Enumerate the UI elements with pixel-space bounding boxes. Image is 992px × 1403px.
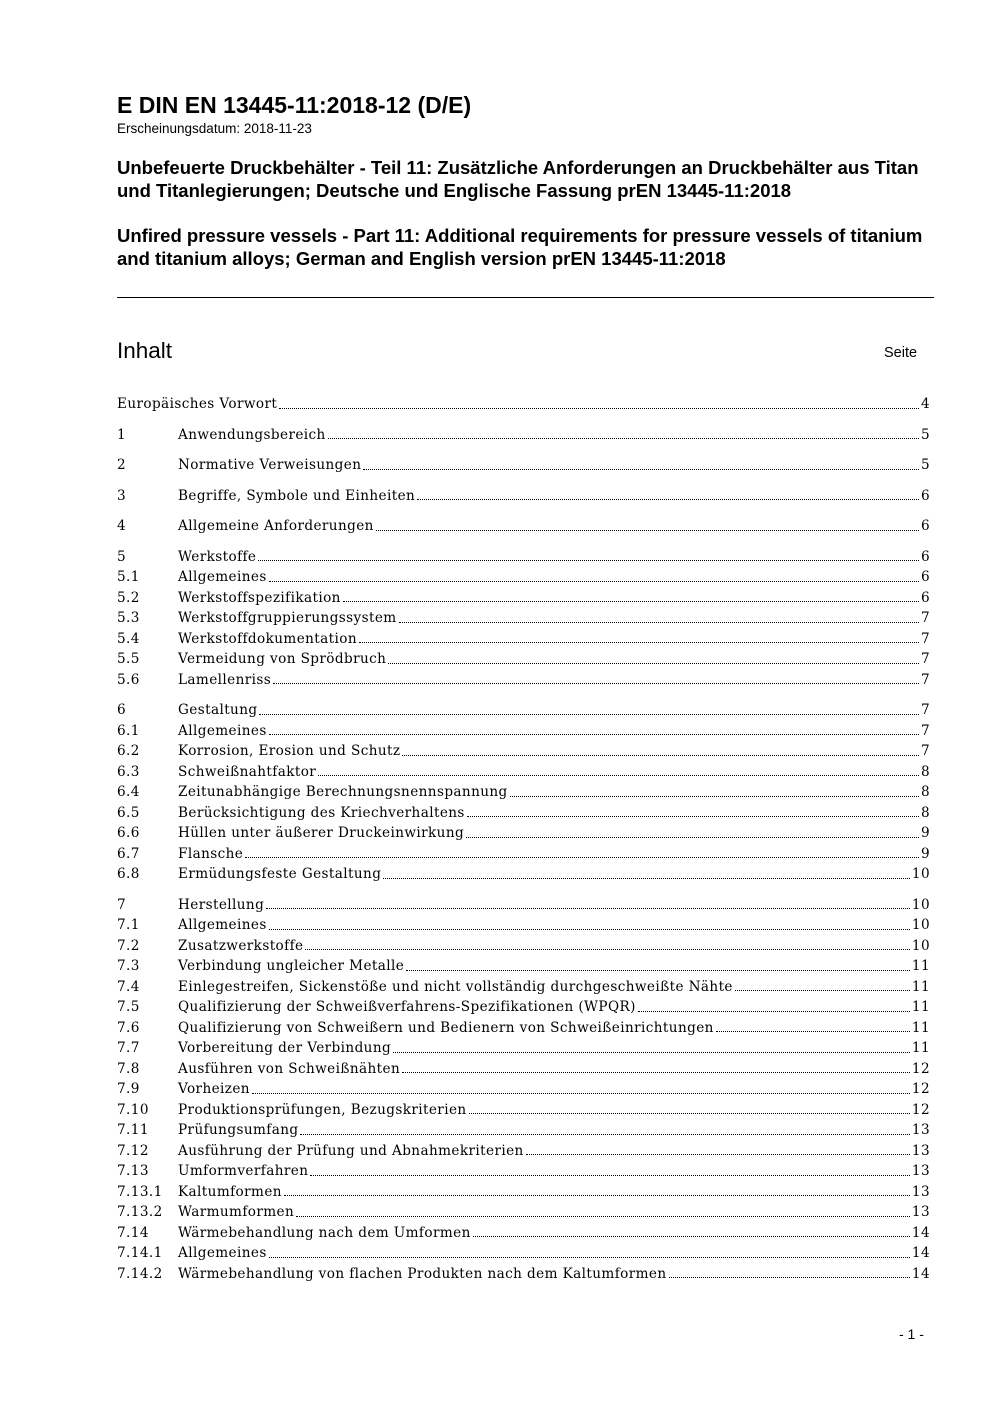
- toc-entry-page: 11: [911, 999, 930, 1015]
- toc-entry-page: 13: [911, 1122, 930, 1138]
- toc-dot-leader: [467, 816, 919, 817]
- toc-entry[interactable]: [117, 1038, 930, 1059]
- toc-entry[interactable]: [117, 588, 930, 609]
- toc-dot-leader: [259, 714, 918, 715]
- toc-entry-label: Schweißnahtfaktor: [178, 763, 317, 780]
- toc-entry-label: Zeitunabhängige Berechnungsnennspannung: [178, 784, 508, 800]
- header-divider: [117, 297, 934, 298]
- toc-dot-leader: [284, 1195, 910, 1196]
- toc-entry-number: 7.14.2: [117, 1265, 163, 1282]
- toc-entry-page: 7: [920, 722, 930, 739]
- toc-entry-page: 12: [911, 1081, 930, 1097]
- toc-entry-page: 9: [920, 825, 930, 841]
- toc-entry-number: 6.8: [117, 866, 140, 882]
- toc-entry-page: 7: [920, 630, 930, 647]
- toc-dot-leader: [258, 560, 919, 561]
- toc-entry-page: 10: [911, 917, 930, 933]
- toc-entry[interactable]: [117, 741, 930, 762]
- toc-dot-leader: [343, 601, 919, 602]
- toc-entry-label: Warmumformen: [178, 1204, 295, 1220]
- toc-entry-label: Verbindung ungleicher Metalle: [178, 958, 405, 974]
- toc-entry[interactable]: [117, 864, 930, 885]
- toc-entry[interactable]: [117, 486, 930, 507]
- toc-entry-page: 8: [920, 784, 930, 800]
- toc-entry-label: Wärmebehandlung von flachen Produkten nach dem Kaltumformen: [178, 1265, 667, 1282]
- toc-entry-label: Allgemeines: [178, 917, 267, 933]
- toc-entry-number: 5.4: [117, 630, 140, 647]
- page-number: - 1 -: [899, 1326, 924, 1342]
- toc-dot-leader: [469, 1113, 910, 1114]
- toc-entry-label: Flansche: [178, 845, 244, 862]
- toc-entry-number: 7.8: [117, 1060, 140, 1077]
- toc-entry-number: 7.14.1: [117, 1245, 163, 1261]
- toc-dot-leader: [296, 1216, 910, 1217]
- toc-dot-leader: [269, 1257, 910, 1258]
- toc-entry-number: 5.2: [117, 589, 140, 606]
- toc-entry[interactable]: [117, 1223, 930, 1244]
- toc-entry-label: Begriffe, Symbole und Einheiten: [178, 487, 416, 504]
- toc-entry[interactable]: [117, 455, 930, 476]
- toc-entry-label: Europäisches Vorwort: [117, 396, 278, 412]
- toc-entry-number: 7.1: [117, 917, 140, 933]
- toc-entry[interactable]: [117, 1100, 930, 1121]
- toc-entry-number: 6.2: [117, 743, 140, 759]
- toc-entry-number: 7.6: [117, 1019, 140, 1036]
- toc-entry-page: 14: [911, 1245, 930, 1261]
- toc-entry-page: 10: [911, 896, 930, 913]
- toc-entry[interactable]: [117, 803, 930, 824]
- document-header: [117, 91, 934, 270]
- toc-entry-page: 6: [920, 569, 930, 585]
- toc-entry-label: Einlegestreifen, Sickenstöße und nicht vollständig durchgeschweißte Nähte: [178, 978, 733, 995]
- toc-dot-leader: [245, 857, 919, 858]
- toc-dot-leader: [328, 438, 919, 439]
- toc-entry[interactable]: [117, 1141, 930, 1162]
- toc-entry-page: 10: [911, 937, 930, 954]
- toc-entry-page: 11: [911, 1019, 930, 1036]
- toc-entry[interactable]: [117, 1243, 930, 1264]
- toc-entry-page: 6: [920, 487, 930, 504]
- toc-entry-label: Allgemeines: [178, 1245, 267, 1261]
- toc-entry-page: 6: [920, 589, 930, 606]
- toc-entry-label: Normative Verweisungen: [178, 457, 362, 473]
- toc-entry[interactable]: [117, 977, 930, 998]
- toc-entry-number: 6.6: [117, 825, 140, 841]
- toc-entry-label: Werkstoffdokumentation: [178, 630, 358, 647]
- toc-dot-leader: [510, 796, 919, 797]
- toc-entry[interactable]: [117, 762, 930, 783]
- toc-dot-leader: [310, 1175, 910, 1176]
- toc-dot-leader: [393, 1052, 910, 1053]
- toc-entry-page: 7: [920, 651, 930, 667]
- toc-dot-leader: [473, 1236, 910, 1237]
- toc-entry-number: 5.1: [117, 569, 140, 585]
- toc-entry-label: Werkstoffspezifikation: [178, 589, 341, 606]
- toc-entry-number: 5.3: [117, 610, 140, 626]
- toc-entry[interactable]: [117, 608, 930, 629]
- toc-entry[interactable]: [117, 936, 930, 957]
- toc-entry-number: 5.6: [117, 671, 140, 688]
- toc-entry-page: 4: [920, 396, 930, 412]
- toc-entry[interactable]: [117, 823, 930, 844]
- toc-entry[interactable]: [117, 721, 930, 742]
- toc-entry-page: 9: [920, 845, 930, 862]
- toc-entry-label: Hüllen unter äußerer Druckeinwirkung: [178, 825, 465, 841]
- toc-entry-number: 5: [117, 548, 127, 565]
- toc-entry-label: Zusatzwerkstoffe: [178, 937, 304, 954]
- toc-entry-label: Anwendungsbereich: [178, 426, 326, 443]
- toc-entry-label: Vorheizen: [178, 1081, 250, 1097]
- toc-entry-page: 13: [911, 1204, 930, 1220]
- toc-dot-leader: [638, 1011, 910, 1012]
- contents-heading: Inhalt: [117, 338, 173, 363]
- toc-entry[interactable]: [117, 1182, 930, 1203]
- toc-entry-label: Umformverfahren: [178, 1163, 309, 1179]
- toc-entry-label: Allgemeines: [178, 722, 267, 739]
- toc-dot-leader: [383, 878, 910, 879]
- toc-entry-page: 11: [911, 1040, 930, 1056]
- toc-entry-label: Vermeidung von Sprödbruch: [178, 651, 387, 667]
- toc-entry-page: 7: [920, 702, 930, 718]
- toc-dot-leader: [266, 908, 910, 909]
- toc-entry[interactable]: [117, 844, 930, 865]
- toc-entry-label: Ausführung der Prüfung und Abnahmekriterien: [178, 1142, 524, 1159]
- toc-entry-label: Ausführen von Schweißnähten: [178, 1060, 401, 1077]
- toc-dot-leader: [269, 929, 910, 930]
- toc-entry-page: 6: [920, 548, 930, 565]
- toc-dot-leader: [402, 755, 918, 756]
- toc-entry-page: 5: [920, 457, 930, 473]
- toc-entry-page: 12: [911, 1060, 930, 1077]
- toc-entry-number: 6.1: [117, 722, 140, 739]
- toc-entry[interactable]: [117, 1264, 930, 1285]
- toc-dot-leader: [402, 1072, 910, 1073]
- toc-dot-leader: [399, 622, 919, 623]
- toc-entry[interactable]: [117, 956, 930, 977]
- toc-entry-number: 6: [117, 702, 127, 718]
- toc-entry-page: 13: [911, 1163, 930, 1179]
- toc-entry-label: Gestaltung: [178, 702, 258, 718]
- toc-entry-page: 7: [920, 743, 930, 759]
- toc-dot-leader: [318, 775, 919, 776]
- toc-entry-label: Werkstoffe: [178, 548, 257, 565]
- toc-entry-label: Prüfungsumfang: [178, 1122, 299, 1138]
- toc-dot-leader: [376, 530, 919, 531]
- toc-dot-leader: [388, 663, 919, 664]
- toc-entry-number: 6.5: [117, 804, 140, 821]
- toc-entry[interactable]: [117, 567, 930, 588]
- toc-entry[interactable]: [117, 629, 930, 650]
- toc-entry-number: 7.13.1: [117, 1183, 163, 1200]
- toc-entry-page: 7: [920, 610, 930, 626]
- toc-dot-leader: [735, 990, 910, 991]
- toc-entry-number: 7.14: [117, 1224, 149, 1241]
- title-german: Unbefeuerte Druckbehälter - Teil 11: Zusätzliche Anforderungen an Druckbehälter aus Titan und Titanlegierungen; Deutsche und Englische Fassung prEN 13445-11:2018: [117, 157, 919, 201]
- toc-dot-leader: [417, 499, 919, 500]
- toc-entry-number: 6.4: [117, 784, 140, 800]
- toc-entry-page: 14: [911, 1265, 930, 1282]
- toc-entry-label: Herstellung: [178, 896, 265, 913]
- toc-entry[interactable]: [117, 547, 930, 568]
- toc-entry-page: 7: [920, 671, 930, 688]
- toc-entry[interactable]: [117, 1059, 930, 1080]
- toc-entry-page: 6: [920, 518, 930, 534]
- toc-dot-leader: [406, 970, 910, 971]
- toc-entry-label: Allgemeine Anforderungen: [178, 518, 374, 534]
- toc-entry-page: 11: [911, 958, 930, 974]
- table-of-contents: [117, 394, 930, 1284]
- toc-entry[interactable]: [117, 670, 930, 691]
- toc-dot-leader: [305, 949, 909, 950]
- toc-entry[interactable]: [117, 782, 930, 803]
- toc-entry-label: Korrosion, Erosion und Schutz: [178, 743, 401, 759]
- toc-entry[interactable]: [117, 1018, 930, 1039]
- toc-entry-label: Vorbereitung der Verbindung: [178, 1040, 392, 1056]
- toc-dot-leader: [279, 408, 919, 409]
- toc-entry[interactable]: [117, 394, 930, 415]
- publication-date: Erscheinungsdatum: 2018-11-23: [117, 121, 312, 136]
- toc-entry-number: 6.7: [117, 845, 140, 862]
- page-column-label: Seite: [884, 345, 918, 361]
- toc-entry-label: Allgemeines: [178, 569, 267, 585]
- document-id: E DIN EN 13445-11:2018-12 (D/E): [117, 92, 472, 118]
- toc-entry-page: 8: [920, 804, 930, 821]
- toc-entry-number: 7.12: [117, 1142, 149, 1159]
- toc-entry[interactable]: [117, 649, 930, 670]
- toc-dot-leader: [300, 1134, 909, 1135]
- toc-entry-page: 13: [911, 1183, 930, 1200]
- toc-entry-number: 3: [117, 487, 127, 504]
- title-english: Unfired pressure vessels - Part 11: Additional requirements for pressure vessels of titanium and titanium alloys; German and English version prEN 13445-11:2018: [117, 225, 923, 269]
- toc-entry-number: 7.4: [117, 978, 140, 995]
- toc-dot-leader: [269, 734, 919, 735]
- toc-entry-page: 10: [911, 866, 930, 882]
- toc-entry-number: 4: [117, 518, 127, 534]
- toc-entry[interactable]: [117, 915, 930, 936]
- toc-entry-number: 1: [117, 426, 127, 443]
- toc-entry-label: Lamellenriss: [178, 671, 272, 688]
- toc-entry-page: 5: [920, 426, 930, 443]
- toc-entry-page: 14: [911, 1224, 930, 1241]
- toc-entry-number: 6.3: [117, 763, 140, 780]
- toc-entry-number: 7: [117, 896, 127, 913]
- toc-entry[interactable]: [117, 1120, 930, 1141]
- toc-dot-leader: [363, 469, 919, 470]
- toc-entry[interactable]: [117, 1079, 930, 1100]
- toc-entry-number: 7.7: [117, 1040, 140, 1056]
- toc-entry-page: 11: [911, 978, 930, 995]
- toc-entry-number: 7.9: [117, 1081, 140, 1097]
- toc-entry-label: Qualifizierung von Schweißern und Bedienern von Schweißeinrichtungen: [178, 1019, 714, 1036]
- toc-entry[interactable]: [117, 895, 930, 916]
- toc-entry[interactable]: [117, 700, 930, 721]
- toc-entry-number: 7.5: [117, 999, 140, 1015]
- toc-entry-number: 5.5: [117, 651, 140, 667]
- toc-dot-leader: [466, 837, 919, 838]
- toc-entry-page: 12: [911, 1101, 930, 1118]
- toc-dot-leader: [359, 642, 919, 643]
- toc-entry-page: 8: [920, 763, 930, 780]
- toc-entry-number: 7.13: [117, 1163, 149, 1179]
- toc-entry-label: Wärmebehandlung nach dem Umformen: [178, 1224, 471, 1241]
- toc-entry-label: Ermüdungsfeste Gestaltung: [178, 866, 382, 882]
- toc-entry-label: Kaltumformen: [178, 1183, 282, 1200]
- toc-entry-number: 7.3: [117, 958, 140, 974]
- toc-entry[interactable]: [117, 1202, 930, 1223]
- toc-entry[interactable]: [117, 997, 930, 1018]
- toc-entry[interactable]: [117, 1161, 930, 1182]
- toc-dot-leader: [669, 1277, 910, 1278]
- toc-entry-number: 2: [117, 457, 127, 473]
- toc-entry-label: Qualifizierung der Schweißverfahrens-Spezifikationen (WPQR): [178, 999, 636, 1015]
- toc-entry-label: Werkstoffgruppierungssystem: [178, 610, 397, 626]
- toc-dot-leader: [526, 1154, 910, 1155]
- toc-entry[interactable]: [117, 516, 930, 537]
- toc-dot-leader: [716, 1031, 910, 1032]
- toc-entry-page: 13: [911, 1142, 930, 1159]
- toc-entry-number: 7.11: [117, 1122, 149, 1138]
- toc-entry[interactable]: [117, 425, 930, 446]
- toc-entry-number: 7.2: [117, 937, 140, 954]
- toc-entry-number: 7.10: [117, 1101, 149, 1118]
- toc-entry-label: Berücksichtigung des Kriechverhaltens: [178, 804, 465, 821]
- toc-dot-leader: [273, 683, 919, 684]
- toc-dot-leader: [269, 581, 919, 582]
- toc-dot-leader: [252, 1093, 910, 1094]
- toc-entry-number: 7.13.2: [117, 1204, 163, 1220]
- toc-entry-label: Produktionsprüfungen, Bezugskriterien: [178, 1101, 467, 1118]
